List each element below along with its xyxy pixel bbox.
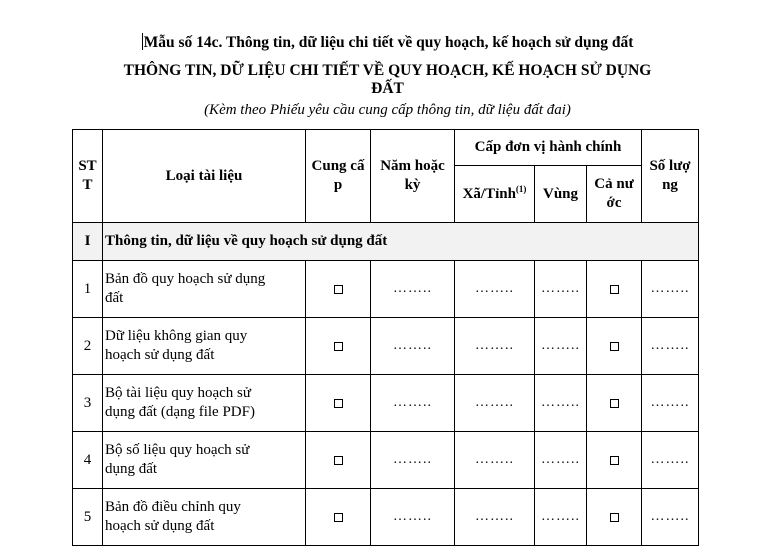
header-admin-level: Cấp đơn vị hành chính bbox=[455, 130, 642, 166]
placeholder-dots: …….. bbox=[650, 509, 690, 525]
placeholder-dots: …….. bbox=[541, 509, 580, 525]
row-doc-name bbox=[103, 318, 306, 375]
header-provide bbox=[306, 130, 371, 223]
checkbox-icon[interactable] bbox=[334, 399, 343, 408]
checkbox-icon[interactable] bbox=[334, 342, 343, 351]
row-commune-province-cell bbox=[455, 375, 535, 432]
row-provide-cell[interactable] bbox=[306, 489, 371, 546]
row-country-cell[interactable] bbox=[587, 489, 642, 546]
placeholder-dots: …….. bbox=[475, 338, 514, 354]
header-year-line1: Năm hoặc bbox=[380, 158, 445, 174]
row-commune-province-cell bbox=[455, 261, 535, 318]
row-doc-name-line1: Bản đồ điều chỉnh quy bbox=[105, 499, 241, 515]
row-quantity-cell bbox=[642, 318, 699, 375]
header-doc-type: Loại tài liệu bbox=[103, 130, 306, 223]
row-region-cell bbox=[535, 489, 587, 546]
row-stt: 5 bbox=[73, 489, 103, 546]
row-commune-province-cell bbox=[455, 489, 535, 546]
section-number: I bbox=[73, 223, 103, 261]
row-doc-name-line2: hoạch sử dụng đất bbox=[105, 347, 215, 363]
row-doc-name-line2: dụng đất bbox=[105, 461, 158, 477]
header-quantity-line1: Số lượ bbox=[649, 158, 691, 174]
table-row bbox=[73, 432, 699, 489]
row-doc-name bbox=[103, 375, 306, 432]
row-region-cell bbox=[535, 261, 587, 318]
row-quantity-cell bbox=[642, 375, 699, 432]
row-country-cell[interactable] bbox=[587, 318, 642, 375]
table-body bbox=[73, 261, 699, 546]
header-quantity bbox=[642, 130, 699, 223]
row-doc-name-line2: dụng đất (dạng file PDF) bbox=[105, 404, 255, 420]
header-stt-line1: ST bbox=[78, 158, 97, 174]
row-doc-name bbox=[103, 432, 306, 489]
row-provide-cell[interactable] bbox=[306, 318, 371, 375]
checkbox-icon[interactable] bbox=[610, 342, 619, 351]
header-year bbox=[371, 130, 455, 223]
placeholder-dots: …….. bbox=[393, 395, 432, 411]
row-country-cell[interactable] bbox=[587, 375, 642, 432]
data-table bbox=[72, 129, 699, 546]
checkbox-icon[interactable] bbox=[334, 285, 343, 294]
row-year-cell bbox=[371, 375, 455, 432]
row-quantity-cell bbox=[642, 432, 699, 489]
row-year-cell bbox=[371, 489, 455, 546]
row-year-cell bbox=[371, 432, 455, 489]
section-title: Thông tin, dữ liệu về quy hoạch sử dụng đất bbox=[103, 223, 699, 261]
checkbox-icon[interactable] bbox=[610, 285, 619, 294]
row-year-cell bbox=[371, 261, 455, 318]
header-commune-province bbox=[455, 166, 535, 223]
row-country-cell[interactable] bbox=[587, 261, 642, 318]
row-stt: 1 bbox=[73, 261, 103, 318]
placeholder-dots: …….. bbox=[393, 281, 432, 297]
row-provide-cell[interactable] bbox=[306, 375, 371, 432]
row-doc-name-line1: Bộ tài liệu quy hoạch sử bbox=[105, 385, 252, 401]
row-commune-province-cell bbox=[455, 318, 535, 375]
row-provide-cell[interactable] bbox=[306, 432, 371, 489]
main-title-line1: THÔNG TIN, DỮ LIỆU CHI TIẾT VỀ QUY HOẠCH, KẾ HOẠCH SỬ DỤNG bbox=[123, 62, 652, 79]
header-stt-line2: T bbox=[82, 177, 93, 193]
row-doc-name bbox=[103, 261, 306, 318]
row-year-cell bbox=[371, 318, 455, 375]
row-stt: 4 bbox=[73, 432, 103, 489]
row-doc-name-line2: hoạch sử dụng đất bbox=[105, 518, 215, 534]
row-provide-cell[interactable] bbox=[306, 261, 371, 318]
placeholder-dots: …….. bbox=[650, 338, 690, 354]
placeholder-dots: …….. bbox=[393, 338, 432, 354]
placeholder-dots: …….. bbox=[393, 509, 432, 525]
form-title-text: Mẫu số 14c. Thông tin, dữ liệu chi tiết về quy hoạch, kế hoạch sử dụng đất bbox=[143, 34, 634, 51]
row-stt: 2 bbox=[73, 318, 103, 375]
table-row bbox=[73, 318, 699, 375]
form-title bbox=[0, 33, 775, 52]
placeholder-dots: …….. bbox=[650, 395, 690, 411]
footnote-marker: (1) bbox=[515, 183, 527, 194]
placeholder-dots: …….. bbox=[650, 281, 690, 297]
header-quantity-line2: ng bbox=[662, 177, 678, 193]
main-title-line2: ĐẤT bbox=[371, 80, 404, 97]
row-doc-name-line1: Bản đồ quy hoạch sử dụng bbox=[105, 271, 266, 287]
placeholder-dots: …….. bbox=[475, 452, 514, 468]
table-row bbox=[73, 375, 699, 432]
main-title bbox=[75, 62, 700, 98]
section-row bbox=[73, 223, 699, 261]
placeholder-dots: …….. bbox=[475, 281, 514, 297]
header-country-line2: ớc bbox=[606, 195, 622, 211]
placeholder-dots: …….. bbox=[541, 281, 580, 297]
row-region-cell bbox=[535, 318, 587, 375]
header-row-1 bbox=[73, 130, 699, 166]
row-region-cell bbox=[535, 375, 587, 432]
row-doc-name-line1: Dữ liệu không gian quy bbox=[105, 328, 248, 344]
table-row bbox=[73, 489, 699, 546]
text-cursor bbox=[142, 33, 143, 50]
placeholder-dots: …….. bbox=[541, 395, 580, 411]
header-commune-province-text: Xã/Tỉnh bbox=[462, 185, 516, 202]
checkbox-icon[interactable] bbox=[610, 399, 619, 408]
row-doc-name bbox=[103, 489, 306, 546]
placeholder-dots: …….. bbox=[541, 452, 580, 468]
placeholder-dots: …….. bbox=[475, 509, 514, 525]
row-quantity-cell bbox=[642, 489, 699, 546]
checkbox-icon[interactable] bbox=[610, 513, 619, 522]
row-doc-name-line1: Bộ số liệu quy hoạch sử bbox=[105, 442, 250, 458]
row-region-cell bbox=[535, 432, 587, 489]
header-provide-line2: p bbox=[333, 177, 343, 193]
header-provide-line1: Cung cấ bbox=[311, 158, 365, 174]
row-doc-name-line2: đất bbox=[105, 290, 124, 306]
placeholder-dots: …….. bbox=[650, 452, 690, 468]
checkbox-icon[interactable] bbox=[610, 456, 619, 465]
checkbox-icon[interactable] bbox=[334, 513, 343, 522]
header-region: Vùng bbox=[535, 166, 587, 223]
row-quantity-cell bbox=[642, 261, 699, 318]
table-row bbox=[73, 261, 699, 318]
placeholder-dots: …….. bbox=[475, 395, 514, 411]
header-stt bbox=[73, 130, 103, 223]
subtitle: (Kèm theo Phiếu yêu cầu cung cấp thông tin, dữ liệu đất đai) bbox=[204, 102, 571, 118]
checkbox-icon[interactable] bbox=[334, 456, 343, 465]
row-country-cell[interactable] bbox=[587, 432, 642, 489]
header-year-line2: kỳ bbox=[404, 177, 421, 193]
header-country-line1: Cả nư bbox=[594, 176, 634, 192]
placeholder-dots: …….. bbox=[541, 338, 580, 354]
header-country bbox=[587, 166, 642, 223]
row-stt: 3 bbox=[73, 375, 103, 432]
placeholder-dots: …….. bbox=[393, 452, 432, 468]
row-commune-province-cell bbox=[455, 432, 535, 489]
